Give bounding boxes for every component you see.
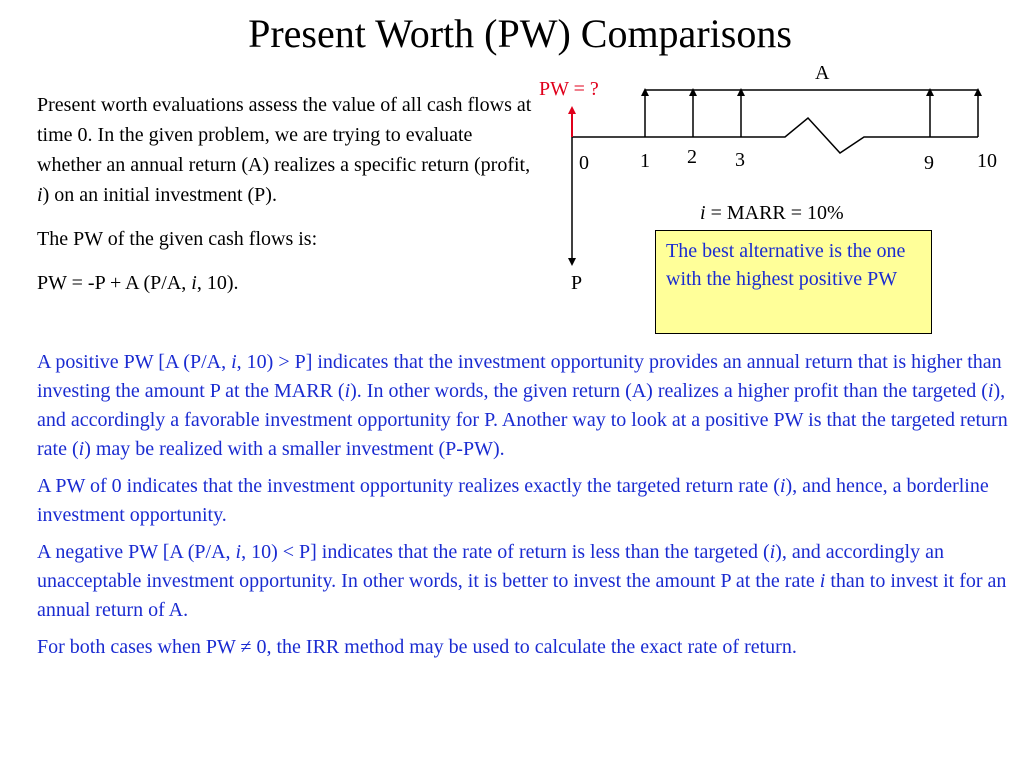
- pw-intro-line: The PW of the given cash flows is:: [37, 228, 318, 250]
- callout-box: The best alternative is the one with the highest positive PW: [655, 230, 932, 334]
- pw-label: PW = ?: [539, 78, 599, 100]
- negative-pw-paragraph: A negative PW [A (P/A, i, 10) < P] indicates that the rate of return is less than the targeted (i), and accordingly an unacceptable investment opportunity. In other words, it is better to invest the amount P at the rate i than to invest it for an annual return of A.: [37, 541, 1007, 621]
- not-equal-symbol: ≠: [240, 636, 252, 658]
- marr-label: i = MARR = 10%: [700, 202, 844, 224]
- irr-paragraph: For both cases when PW ≠ 0, the IRR method may be used to calculate the exact rate of return.: [37, 636, 797, 658]
- tick-label: 3: [735, 149, 745, 171]
- intro-text: [37, 90, 537, 298]
- tick-label: 0: [579, 152, 589, 174]
- time-axis: [572, 118, 978, 153]
- annual-label: A: [815, 62, 830, 84]
- tick-label: 2: [687, 146, 697, 168]
- tick-label: 1: [640, 150, 650, 172]
- positive-pw-paragraph: A positive PW [A (P/A, i, 10) > P] indicates that the investment opportunity provides an annual return that is higher than investing the amount P at the MARR (i). In other words, the given return (A) realizes a higher profit than the targeted (i), and accordingly a favorable investment opportunity for P. Another way to look at a positive PW is that the targeted return rate (i) may be realized with a smaller investment (P-PW).: [37, 351, 1008, 460]
- pw-formula: PW = -P + A (P/A, i, 10).: [37, 272, 239, 294]
- page-title: Present Worth (PW) Comparisons: [248, 11, 792, 56]
- zero-pw-paragraph: A PW of 0 indicates that the investment opportunity realizes exactly the targeted return rate (i), and hence, a borderline investment opportunity.: [37, 475, 989, 526]
- intro-paragraph: Present worth evaluations assess the value of all cash flows at time 0. In the given problem, we are trying to evaluate whether an annual return (A) realizes a specific return (profit, i) on an initial investment (P).: [37, 94, 532, 206]
- tick-label: 10: [977, 150, 997, 172]
- explanation-text: [37, 348, 1017, 670]
- principal-label: P: [571, 272, 583, 294]
- tick-label: 9: [924, 152, 934, 174]
